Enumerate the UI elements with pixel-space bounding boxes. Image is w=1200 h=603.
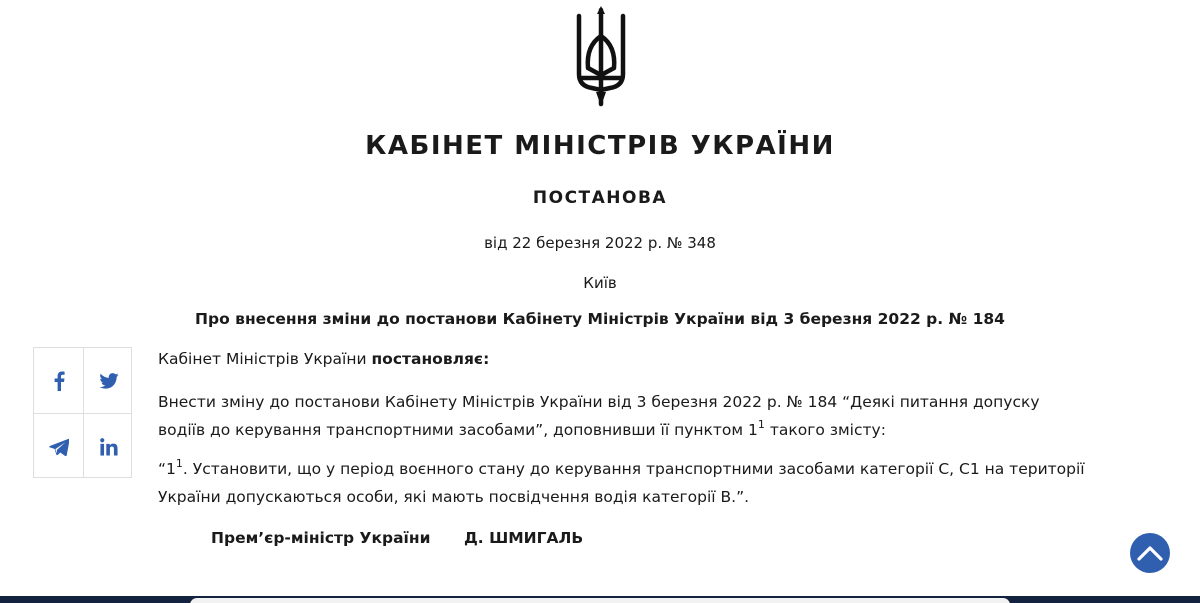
paragraph-decree-intro: [158, 345, 1088, 373]
document-place: Київ: [583, 274, 617, 292]
share-panel: [33, 347, 132, 478]
paragraph-text: Внести зміну до постанови Кабінету Міністрів України від 3 березня 2022 р. № 184 “Деякі питання допуску водіїв до керування транспортними засобами”, доповнивши її пунктом 1: [158, 393, 1040, 439]
signature-role: Прем’єр-міністр України: [211, 529, 431, 547]
paragraph-amendment: [158, 388, 1088, 444]
clause-number: “1: [158, 460, 176, 478]
chevron-up-icon: [1137, 545, 1163, 561]
paragraph-bold-text: постановляє:: [371, 350, 490, 368]
share-linkedin-button[interactable]: [84, 414, 133, 479]
paragraph-clause: [158, 455, 1088, 511]
document-type: ПОСТАНОВА: [532, 188, 668, 208]
share-facebook-button[interactable]: [34, 348, 83, 413]
twitter-icon: [99, 373, 119, 389]
superscript: 1: [175, 457, 183, 470]
document-date: від 22 березня 2022 р. № 348: [484, 234, 716, 252]
ukraine-trident-icon: [566, 6, 636, 108]
facebook-icon: [53, 371, 65, 391]
organization-title: КАБІНЕТ МІНІСТРІВ УКРАЇНИ: [365, 131, 835, 161]
signature-name: Д. ШМИГАЛЬ: [464, 529, 584, 547]
footer-panel: [190, 598, 1010, 603]
superscript: 1: [757, 418, 765, 431]
paragraph-tail: такого змісту:: [764, 421, 886, 439]
telegram-icon: [49, 438, 69, 456]
share-telegram-button[interactable]: [34, 414, 83, 479]
linkedin-icon: [100, 438, 118, 456]
scroll-to-top-button[interactable]: [1130, 533, 1170, 573]
clause-text: . Установити, що у період воєнного стану до керування транспортними засобами категорії C, C1 на території України допускаються особи, які мають посвідчення водія категорії B.”.: [158, 460, 1085, 506]
share-twitter-button[interactable]: [84, 348, 133, 413]
document-subject: Про внесення зміни до постанови Кабінету Міністрів України від 3 березня 2022 р. № 184: [195, 310, 1005, 328]
paragraph-text: Кабінет Міністрів України: [158, 350, 372, 368]
